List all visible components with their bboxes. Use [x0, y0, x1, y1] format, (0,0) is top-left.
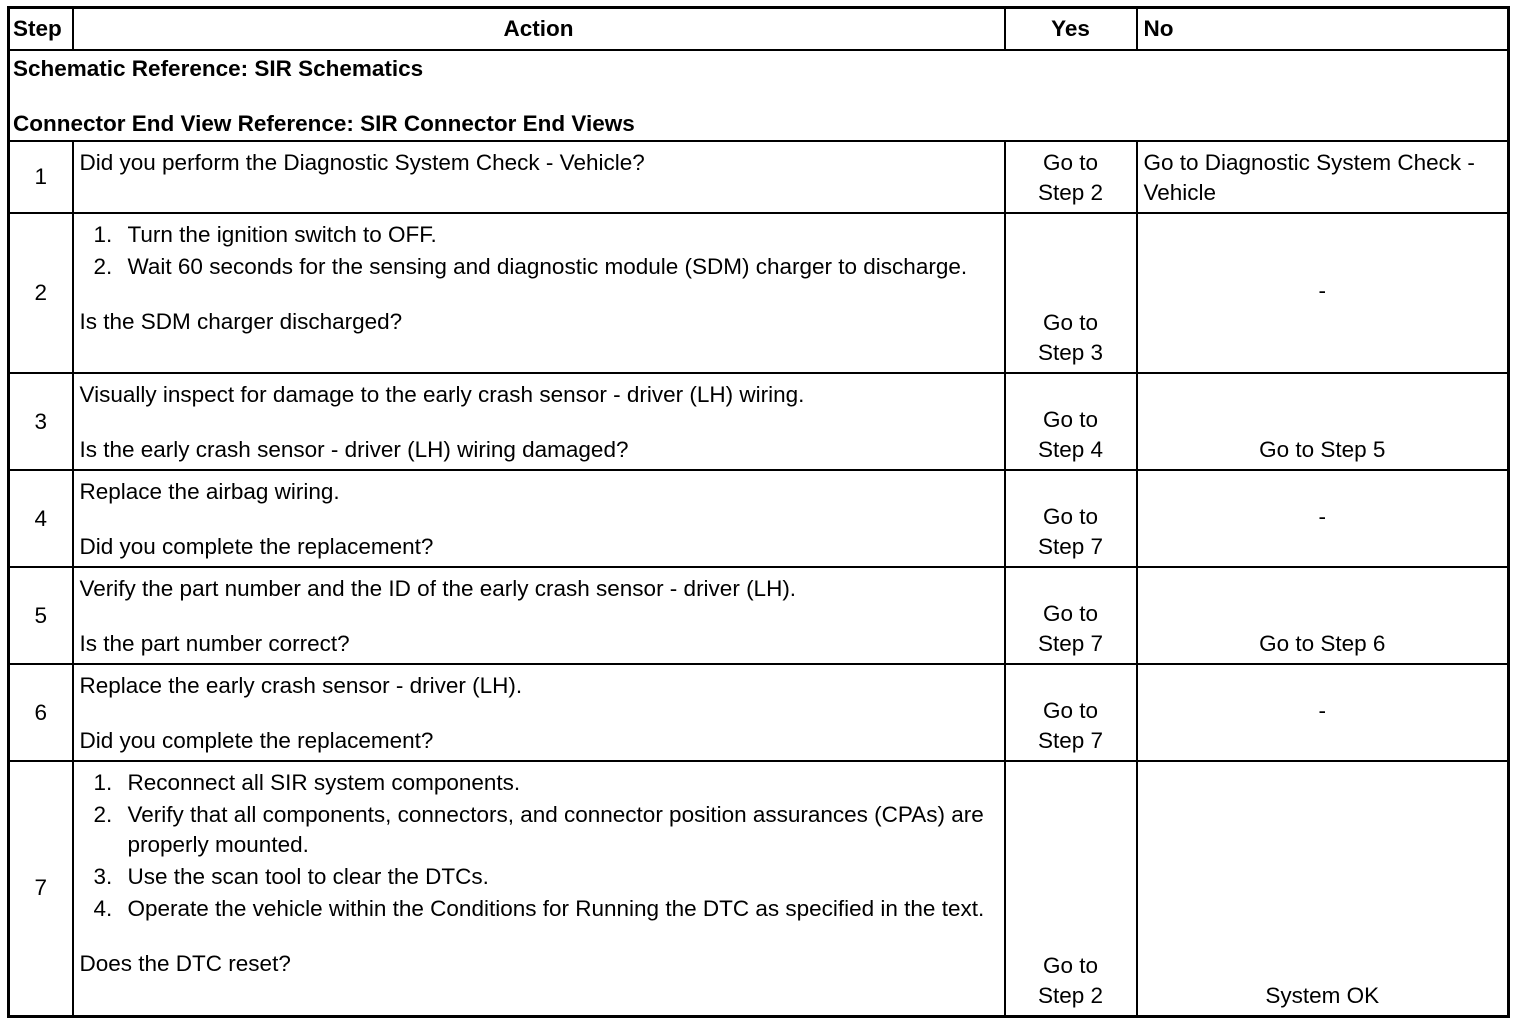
table-row — [9, 141, 1509, 213]
list-text: Turn the ignition switch to OFF. — [127, 222, 437, 247]
no-cell: Go to Diagnostic System Check - Vehicle — [1137, 141, 1509, 213]
list-number: 3. — [93, 864, 113, 889]
list-item — [80, 220, 998, 250]
action-cell — [73, 470, 1005, 567]
header-row — [9, 8, 1509, 51]
list-item — [80, 252, 998, 282]
no-cell: System OK — [1137, 761, 1509, 1016]
action-instruction: Replace the airbag wiring. — [79, 479, 340, 504]
yes-cell: Go to Step 3 — [1005, 213, 1137, 373]
action-cell — [73, 373, 1005, 470]
list-text: Wait 60 seconds for the sensing and diagnostic module (SDM) charger to discharge. — [127, 254, 968, 279]
table-row — [9, 664, 1509, 761]
schematic-reference: Schematic Reference: SIR Schematics — [13, 56, 424, 81]
step-number: 2 — [9, 213, 73, 373]
reference-row — [9, 50, 1509, 141]
diagnostic-table-page — [7, 6, 1507, 1018]
reference-cell — [9, 50, 1509, 141]
step-number: 7 — [9, 761, 73, 1016]
no-cell: Go to Step 6 — [1137, 567, 1509, 664]
list-number: 2. — [93, 802, 113, 827]
yes-cell: Go to Step 7 — [1005, 567, 1137, 664]
action-cell — [73, 761, 1005, 1016]
action-instruction: Verify the part number and the ID of the early crash sensor - driver (LH). — [79, 576, 797, 601]
list-number: 2. — [93, 254, 113, 279]
list-number: 4. — [93, 896, 113, 921]
diagnostic-table — [7, 6, 1510, 1018]
action-question: Did you perform the Diagnostic System Check - Vehicle? — [79, 150, 645, 175]
table-row — [9, 470, 1509, 567]
step-number: 5 — [9, 567, 73, 664]
table-row — [9, 373, 1509, 470]
no-cell: - — [1137, 664, 1509, 761]
action-question: Did you complete the replacement? — [79, 728, 434, 753]
yes-cell: Go to Step 2 — [1005, 141, 1137, 213]
action-question: Does the DTC reset? — [79, 951, 291, 976]
list-text: Operate the vehicle within the Conditions for Running the DTC as specified in the text. — [127, 896, 985, 921]
list-number: 1. — [93, 222, 113, 247]
action-instruction: Replace the early crash sensor - driver (LH). — [79, 673, 523, 698]
list-item — [80, 862, 998, 892]
list-text: Use the scan tool to clear the DTCs. — [127, 864, 489, 889]
step-number: 6 — [9, 664, 73, 761]
step-number: 1 — [9, 141, 73, 213]
no-cell: - — [1137, 213, 1509, 373]
list-text: Reconnect all SIR system components. — [127, 770, 521, 795]
yes-cell: Go to Step 4 — [1005, 373, 1137, 470]
list-item — [80, 800, 998, 860]
yes-cell: Go to Step 2 — [1005, 761, 1137, 1016]
list-item — [80, 894, 998, 924]
table-row — [9, 567, 1509, 664]
yes-cell: Go to Step 7 — [1005, 664, 1137, 761]
table-row — [9, 761, 1509, 1016]
action-question: Is the part number correct? — [79, 631, 350, 656]
yes-cell: Go to Step 7 — [1005, 470, 1137, 567]
header-action: Action — [73, 8, 1005, 51]
action-question: Is the early crash sensor - driver (LH) wiring damaged? — [79, 437, 629, 462]
action-instruction: Visually inspect for damage to the early crash sensor - driver (LH) wiring. — [79, 382, 805, 407]
action-cell — [73, 213, 1005, 373]
list-item — [80, 768, 998, 798]
header-yes: Yes — [1005, 8, 1137, 51]
list-number: 1. — [93, 770, 113, 795]
no-cell: - — [1137, 470, 1509, 567]
step-number: 4 — [9, 470, 73, 567]
table-row — [9, 213, 1509, 373]
no-cell: Go to Step 5 — [1137, 373, 1509, 470]
connector-reference: Connector End View Reference: SIR Connector End Views — [13, 110, 635, 136]
header-no: No — [1137, 8, 1509, 51]
action-cell — [73, 567, 1005, 664]
action-question: Did you complete the replacement? — [79, 534, 434, 559]
action-cell — [73, 664, 1005, 761]
action-question: Is the SDM charger discharged? — [79, 309, 403, 334]
list-text: Verify that all components, connectors, and connector position assurances (CPAs) are properly mounted. — [127, 802, 984, 857]
action-cell — [73, 141, 1005, 213]
header-step: Step — [9, 8, 73, 51]
step-number: 3 — [9, 373, 73, 470]
